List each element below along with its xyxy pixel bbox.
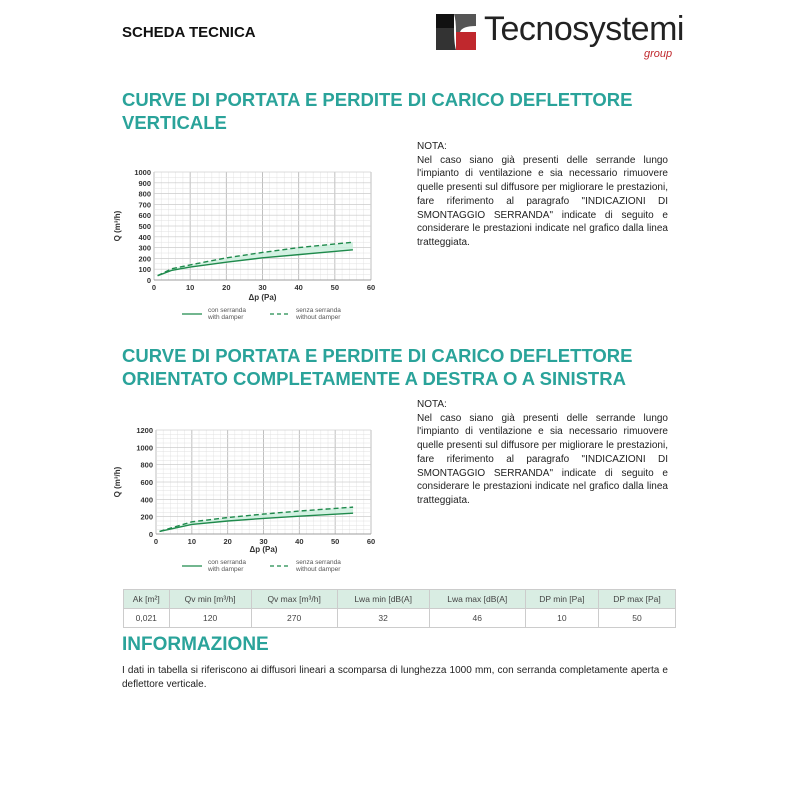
section1-title-line2: VERTICALE	[122, 112, 227, 133]
x-tick-label: 50	[330, 537, 340, 546]
y-tick-label: 500	[138, 222, 151, 231]
y-tick-label: 200	[138, 254, 151, 264]
y-tick-label: 700	[138, 200, 151, 210]
table-cell: 46	[429, 609, 525, 628]
table-cell: 10	[525, 609, 598, 628]
note-text: Nel caso siano già presenti delle serrande lungo l'impianto di ventilazione e sia necessario rimuovere quelle presenti sul diffusore per migliorare le prestazioni, fare riferimento al paragrafo "INDICAZIONI DI SMONTAGGIO SERRANDA" indicate di seguito e considerare le prestazioni indicate nel grafico dalla linea tratteggiata.	[417, 154, 668, 248]
y-axis-label: Q (m³/h)	[113, 466, 122, 498]
x-tick-label: 10	[187, 537, 197, 546]
table-header: Ak [m²]	[124, 590, 170, 609]
table-cell: 270	[251, 609, 337, 628]
logo-text: Tecnosystemi	[484, 10, 684, 48]
table-header: Qv max [m³/h]	[251, 590, 337, 609]
x-tick-label: 30	[258, 283, 267, 292]
y-tick-label: 1200	[136, 426, 153, 435]
table-header: Lwa max [dB(A]	[429, 590, 525, 609]
y-tick-label: 0	[148, 530, 153, 539]
y-tick-label: 900	[138, 178, 151, 188]
section2-title-line1: CURVE DI PORTATA E PERDITE DI CARICO DEFLETTORE	[122, 345, 633, 366]
tecnosystemi-logo	[434, 12, 684, 62]
x-tick-label: 40	[295, 537, 304, 546]
y-tick-label: 800	[138, 189, 151, 199]
table-header: DP min [Pa]	[525, 590, 598, 609]
legend-label: with damper	[208, 566, 244, 573]
legend-label: senza serranda	[296, 307, 341, 314]
legend-label: with damper	[208, 314, 244, 321]
y-tick-label: 0	[146, 276, 151, 285]
table-header-row	[124, 590, 676, 609]
info-text: I dati in tabella si riferiscono ai diffusori lineari a scomparsa di lunghezza 1000 mm, con serranda completamente aperta e deflettore verticale.	[122, 665, 668, 690]
legend-label: con serranda	[208, 559, 246, 566]
section1-note	[417, 140, 668, 250]
table-row	[124, 609, 676, 628]
y-tick-label: 1000	[134, 168, 151, 177]
logo-subtext: group	[644, 48, 673, 60]
x-tick-label: 60	[366, 283, 376, 292]
table-header: Qv min [m³/h]	[169, 590, 251, 609]
x-tick-label: 20	[222, 283, 231, 292]
info-title: INFORMAZIONE	[122, 634, 269, 655]
x-tick-label: 40	[294, 283, 303, 292]
y-tick-label: 200	[140, 512, 153, 522]
section2-title	[122, 344, 702, 390]
note-label: NOTA:	[417, 141, 447, 152]
logo-mark-icon	[434, 12, 480, 52]
table-header: Lwa min [dB(A]	[337, 590, 429, 609]
x-axis-label: Δp (Pa)	[248, 293, 277, 302]
x-tick-label: 10	[185, 283, 195, 292]
y-tick-label: 800	[140, 460, 153, 470]
table-cell: 32	[337, 609, 429, 628]
note-text: Nel caso siano già presenti delle serrande lungo l'impianto di ventilazione e sia necessario rimuovere quelle presenti sul diffusore per migliorare le prestazioni, fare riferimento al paragrafo "INDICAZIONI DI SMONTAGGIO SERRANDA" indicate di seguito e considerare le prestazioni indicate nel grafico dalla linea tratteggiata.	[417, 412, 668, 506]
y-tick-label: 300	[138, 243, 151, 253]
x-axis-label: Δp (Pa)	[249, 545, 278, 554]
performance-table	[123, 589, 676, 628]
legend-label: senza serranda	[296, 559, 341, 566]
table-cell: 50	[599, 609, 676, 628]
section2-title-line2: ORIENTATO COMPLETAMENTE A DESTRA O A SINISTRA	[122, 368, 626, 389]
section2-note	[417, 398, 668, 508]
x-tick-label: 0	[151, 283, 157, 292]
table-cell: 120	[169, 609, 251, 628]
chart-vertical-deflector	[110, 160, 390, 330]
y-tick-label: 1000	[136, 443, 153, 453]
legend-label: con serranda	[208, 307, 246, 314]
section1-title-line1: CURVE DI PORTATA E PERDITE DI CARICO DEFLETTORE	[122, 89, 633, 110]
y-tick-label: 400	[138, 232, 151, 242]
note-label: NOTA:	[417, 399, 447, 410]
y-tick-label: 100	[138, 265, 151, 275]
y-tick-label: 600	[138, 211, 151, 221]
y-axis-label: Q (m³/h)	[113, 210, 122, 242]
y-tick-label: 600	[140, 478, 153, 487]
table-header: DP max [Pa]	[599, 590, 676, 609]
x-tick-label: 50	[330, 283, 340, 292]
x-tick-label: 0	[153, 537, 159, 546]
chart-oriented-deflector	[110, 420, 390, 585]
x-tick-label: 60	[366, 537, 376, 546]
legend-label: without damper	[296, 566, 341, 573]
y-tick-label: 400	[140, 495, 153, 505]
table-cell: 0,021	[124, 609, 170, 628]
legend-label: without damper	[296, 314, 341, 321]
sheet-title: SCHEDA TECNICA	[122, 24, 256, 41]
x-tick-label: 20	[223, 537, 232, 546]
section1-title	[122, 88, 702, 134]
x-tick-label: 30	[259, 537, 268, 546]
